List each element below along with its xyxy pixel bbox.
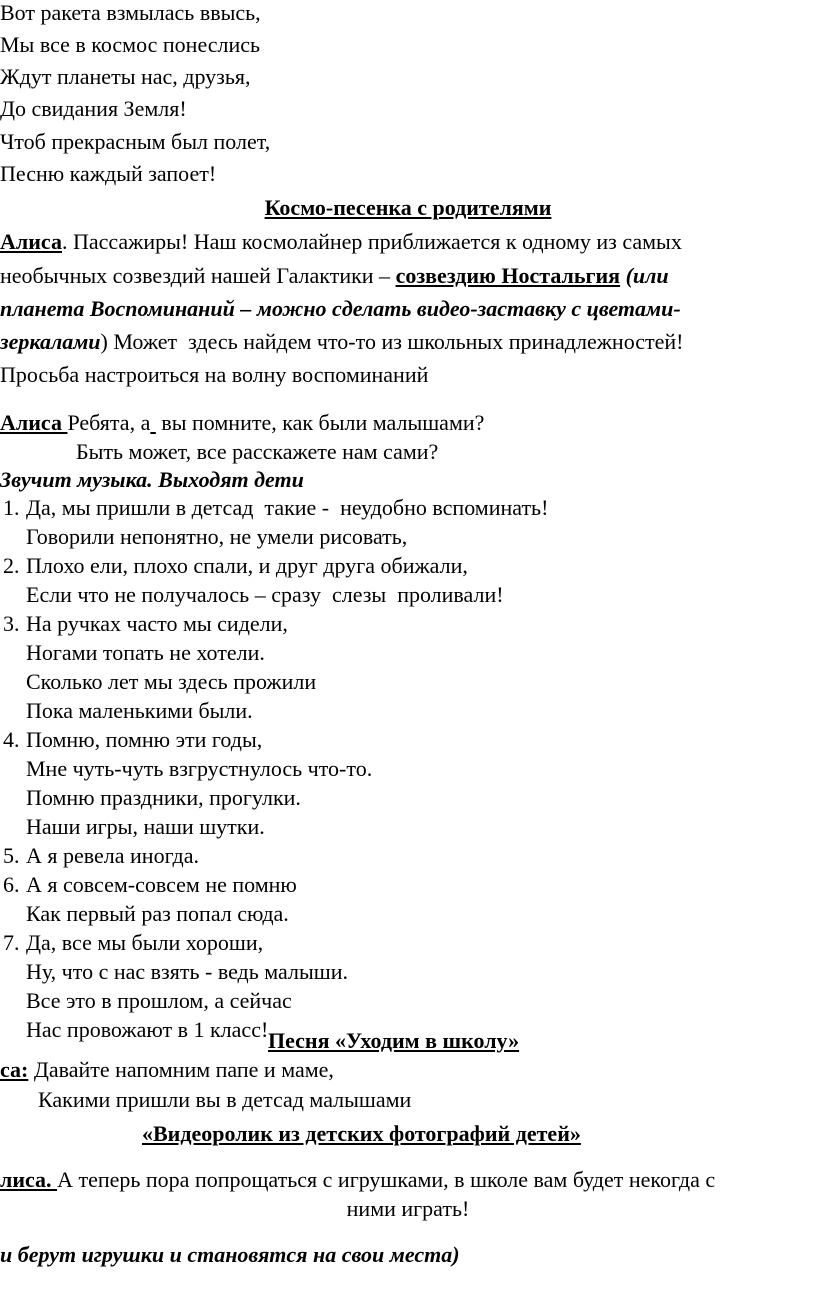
section-heading-video: «Видеоролик из детских фотографий детей» [142, 1121, 581, 1146]
alisa-speech-1-line-5: Просьба настроиться на волну воспоминаний [0, 362, 429, 387]
constellation-name: созвездию Ностальгия [395, 263, 621, 288]
verse-number: 5. [3, 843, 20, 868]
alisa-speech-1-line-4 [0, 329, 684, 355]
stage-direction-toys: и берут игрушки и становятся на свои места) [0, 1242, 460, 1267]
speech-text: ) Может здесь найдем что-то из школьных принадлежностей! [100, 329, 684, 354]
verse-line: Мне чуть-чуть взгрустнулось что-то. [26, 756, 373, 781]
speaker-name: Алиса [0, 229, 62, 254]
verse-line: Да, все мы были хороши, [26, 930, 264, 955]
poem-line-4: До свидания Земля! [0, 96, 187, 121]
speech-text: А теперь пора попрощаться с игрушками, в школе вам будет некогда с [57, 1167, 716, 1192]
verse-line: Плохо ели, плохо спали, и друг друга обижали, [26, 553, 468, 578]
verse-line: Сколько лет мы здесь прожили [26, 669, 317, 694]
alisa-speech-4-line-1 [0, 1167, 715, 1193]
alisa-speech-3-line-1 [0, 1057, 334, 1083]
speech-text: Давайте напомним папе и маме, [28, 1057, 334, 1082]
alisa-speech-4-line-2: ними играть! [346, 1196, 470, 1221]
stage-note: зеркалами [0, 329, 101, 354]
alisa-speech-1-line-3: планета Воспоминаний – можно сделать видео-заставку с цветами- [0, 296, 681, 321]
verse-line: Наши игры, наши шутки. [26, 814, 265, 839]
poem-line-2: Мы все в космос понеслись [0, 32, 261, 57]
speech-text: вы помните, как были малышами? [155, 410, 485, 435]
speaker-name: Алиса [0, 410, 68, 435]
verse-number: 2. [3, 553, 20, 578]
verse-line: Если что не получалось – сразу слезы проливали! [26, 582, 504, 607]
poem-line-5: Чтоб прекрасным был полет, [0, 129, 271, 154]
stage-note: (или [620, 263, 669, 288]
poem-line-3: Ждут планеты нас, друзья, [0, 64, 251, 89]
verse-line: Да, мы пришли в детсад такие - неудобно вспоминать! [26, 495, 549, 520]
alisa-speech-3-line-2: Какими пришли вы в детсад малышами [38, 1087, 412, 1112]
verse-line: Пока маленькими были. [26, 698, 253, 723]
alisa-speech-1-line-2 [0, 263, 669, 289]
verse-number: 6. [3, 872, 20, 897]
speech-text: Ребята, а [67, 410, 151, 435]
verse-line: Ногами топать не хотели. [26, 640, 265, 665]
alisa-speech-2-line-2: Быть может, все расскажете нам сами? [76, 439, 439, 464]
verse-line: Как первый раз попал сюда. [26, 901, 289, 926]
verse-line: Помню праздники, прогулки. [26, 785, 301, 810]
speaker-name-cropped: лиса. [0, 1167, 58, 1192]
verse-number: 7. [3, 930, 20, 955]
verse-line: Все это в прошлом, а сейчас [26, 988, 292, 1013]
verse-line: А я совсем-совсем не помню [26, 872, 297, 897]
speaker-name-cropped: са: [0, 1057, 29, 1082]
verse-number: 3. [3, 611, 20, 636]
verse-line: Говорили непонятно, не умели рисовать, [26, 524, 408, 549]
section-heading-kosmo-pesenka: Космо-песенка с родителями [264, 195, 552, 220]
verse-number: 1. [3, 495, 20, 520]
verse-line: Помню, помню эти годы, [26, 727, 263, 752]
speech-text: необычных созвездий нашей Галактики – [0, 263, 396, 288]
alisa-speech-2-line-1 [0, 410, 484, 436]
alisa-speech-1-line-1 [0, 229, 682, 255]
verse-line: Ну, что с нас взять - ведь малыши. [26, 959, 348, 984]
verse-line: А я ревела иногда. [26, 843, 199, 868]
verse-number: 4. [3, 727, 20, 752]
verse-line: На ручках часто мы сидели, [26, 611, 288, 636]
speech-text: . Пассажиры! Наш космолайнер приближается к одному из самых [61, 229, 682, 254]
stage-direction-music: Звучит музыка. Выходят дети [0, 467, 304, 492]
poem-line-6: Песню каждый запоет! [0, 161, 217, 186]
section-heading-song: Песня «Уходим в школу» [268, 1028, 520, 1053]
verse-line: Нас провожают в 1 класс! [26, 1017, 269, 1042]
poem-line-1: Вот ракета взмылась ввысь, [0, 0, 261, 25]
